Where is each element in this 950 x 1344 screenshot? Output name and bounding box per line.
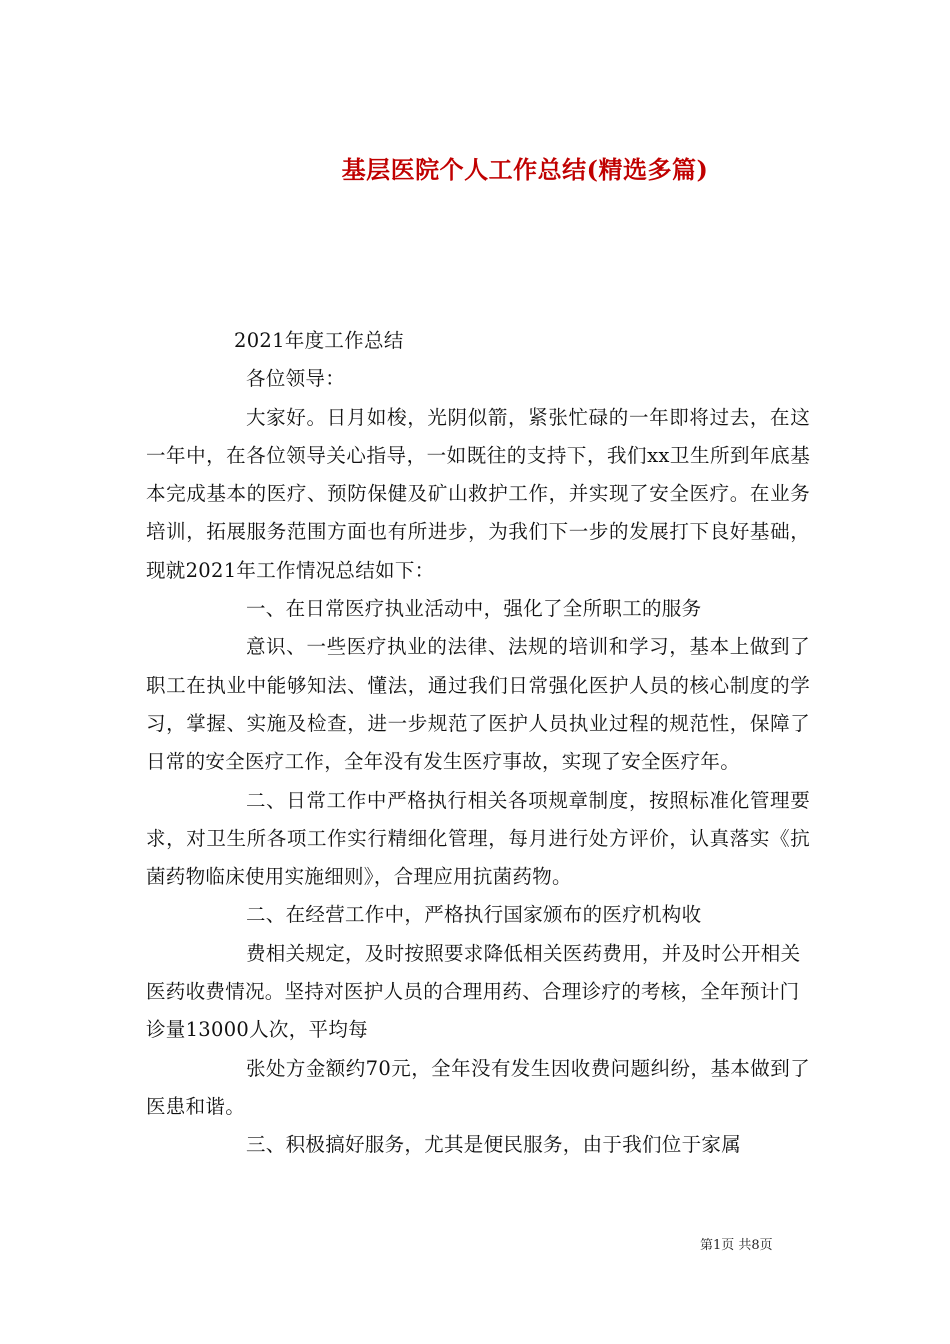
document-body — [146, 322, 810, 1165]
paragraph: 二、日常工作中严格执行相关各项规章制度，按照标准化管理要求，对卫生所各项工作实行精细化管理，每月进行处方评价，认真落实《抗菌药物临床使用实施细则》，合理应用抗菌药物。 — [146, 788, 810, 889]
paragraph: 三、积极搞好服务，尤其是便民服务，由于我们位于家属 — [246, 1133, 742, 1157]
section-heading: 2021年度工作总结 — [234, 329, 404, 352]
page-number-footer: 第1页 共8页 — [700, 1238, 773, 1253]
document-title: 基层医院个人工作总结(精选多篇) — [341, 155, 709, 185]
paragraph: 一、在日常医疗执业活动中，强化了全所职工的服务 — [246, 597, 702, 621]
salutation: 各位领导： — [246, 367, 346, 391]
paragraph: 张处方金额约70元，全年没有发生因收费问题纠纷，基本做到了医患和谐。 — [146, 1056, 810, 1118]
paragraph: 二、在经营工作中，严格执行国家颁布的医疗机构收 — [246, 903, 702, 927]
paragraph: 大家好。日月如梭，光阴似箭，紧张忙碌的一年即将过去，在这一年中，在各位领导关心指导，一如既往的支持下，我们xx卫生所到年底基本完成基本的医疗、预防保健及矿山救护工作，并实现了安全医疗。在业务培训，拓展服务范围方面也有所进步，为我们下一步的发展打下良好基础，现就2021年工作情况总结如下： — [146, 405, 810, 582]
paragraph: 费相关规定，及时按照要求降低相关医药费用，并及时公开相关医药收费情况。坚持对医护人员的合理用药、合理诊疗的考核，全年预计门诊量13000人次，平均每 — [146, 941, 801, 1042]
paragraph: 意识、一些医疗执业的法律、法规的培训和学习，基本上做到了职工在执业中能够知法、懂法，通过我们日常强化医护人员的核心制度的学习，掌握、实施及检查，进一步规范了医护人员执业过程的规范性，保障了日常的安全医疗工作，全年没有发生医疗事故，实现了安全医疗年。 — [146, 635, 810, 774]
